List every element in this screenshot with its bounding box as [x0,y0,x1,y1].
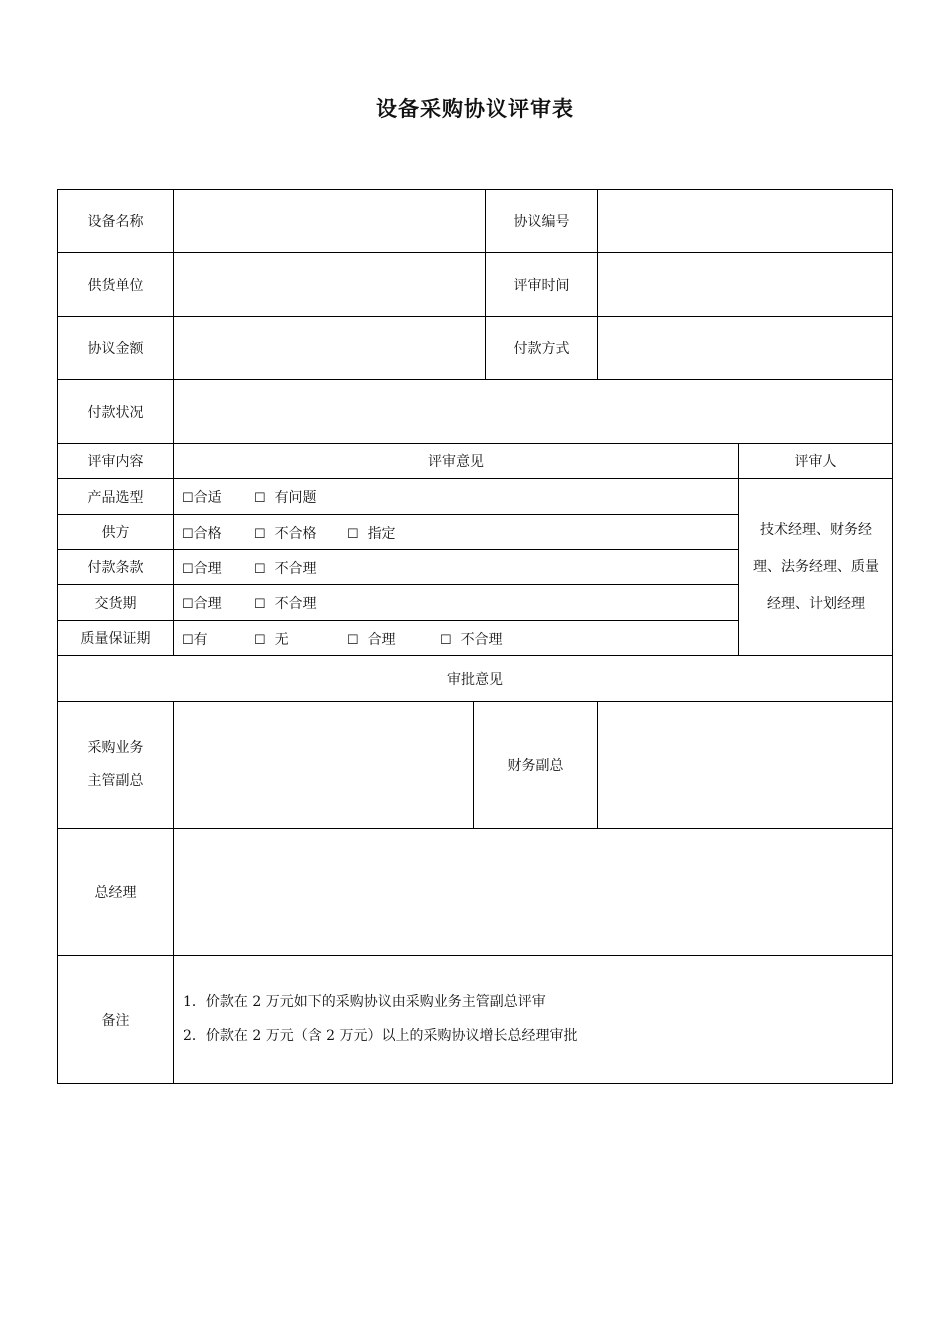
checkbox-icon: ☐ [347,526,359,542]
payment-method-field[interactable] [598,317,892,379]
checkbox-option[interactable] [182,487,222,507]
option-label: 有问题 [274,489,317,506]
reviewer-header: 评审人 [794,454,837,470]
supplier-field[interactable] [174,253,485,316]
review-item-label: 质量保证期 [80,631,151,647]
general-manager-label: 总经理 [94,885,137,901]
option-label: 不合格 [274,525,317,542]
option-label: 不合理 [460,631,503,648]
option-label: 合适 [193,489,222,506]
checkbox-option[interactable] [182,558,222,578]
options-payment-terms [174,550,738,585]
approval-header: 审批意见 [447,671,503,688]
review-item-label: 产品选型 [87,489,144,506]
payment-status-field[interactable] [174,380,892,443]
equipment-name-field[interactable] [174,189,485,252]
agreement-no-label: 协议编号 [513,213,570,230]
checkbox-option[interactable] [254,593,317,613]
review-content-header: 评审内容 [87,454,144,470]
purchase-vp-line1: 采购业务 [87,740,144,756]
payment-status-label: 付款状况 [87,404,144,421]
option-label: 合理 [367,631,396,648]
general-manager-opinion-field[interactable] [174,829,892,955]
checkbox-option[interactable] [254,523,317,543]
options-warranty [174,621,738,656]
equipment-name-label: 设备名称 [87,213,144,230]
checkbox-option[interactable] [254,558,317,578]
checkbox-icon: ☐ [182,490,194,506]
payment-method-label: 付款方式 [513,341,570,357]
option-label: 无 [274,631,289,648]
purchase-vp-label [58,702,173,828]
option-label: 合理 [193,560,222,577]
supplier-label: 供货单位 [87,277,144,294]
amount-label: 协议金额 [87,341,144,357]
review-time-label: 评审时间 [513,277,570,294]
checkbox-icon: ☐ [182,596,194,612]
checkbox-icon: ☐ [182,526,194,542]
review-item-label: 交货期 [94,595,137,612]
reviewers-list: 技术经理、财务经理、法务经理、质量经理、计划经理 [753,522,879,612]
checkbox-icon: ☐ [254,490,266,506]
purchase-vp-line2: 主管副总 [87,773,144,789]
checkbox-option[interactable] [182,629,208,649]
options-supplier [174,515,738,550]
purchase-vp-opinion-field[interactable] [174,702,473,828]
checkbox-option[interactable] [440,629,503,649]
checkbox-option[interactable] [347,629,396,649]
row-divider [57,955,893,956]
agreement-no-field[interactable] [598,189,892,252]
finance-vp-opinion-field[interactable] [598,702,892,828]
page-title: 设备采购协议评审表 [376,96,574,121]
notes-content [183,985,578,1053]
checkbox-icon: ☐ [182,632,194,648]
checkbox-icon: ☐ [254,526,266,542]
option-label: 有 [193,631,208,648]
option-label: 指定 [367,525,396,542]
checkbox-icon: ☐ [440,632,452,648]
review-time-field[interactable] [598,253,892,316]
finance-vp-label: 财务副总 [507,758,564,774]
review-item-label: 付款条款 [87,560,144,576]
option-label: 合理 [193,595,222,612]
option-label: 不合理 [274,560,317,577]
checkbox-icon: ☐ [254,596,266,612]
checkbox-option[interactable] [182,523,222,543]
checkbox-icon: ☐ [254,632,266,648]
checkbox-icon: ☐ [182,561,194,577]
checkbox-option[interactable] [254,487,317,507]
amount-field[interactable] [174,317,485,379]
review-opinion-header: 评审意见 [428,454,484,470]
checkbox-option[interactable] [254,629,289,649]
checkbox-option[interactable] [182,593,222,613]
checkbox-option[interactable] [347,523,396,543]
notes-label: 备注 [101,1012,130,1029]
note-line-1: 1．价款在 2 万元如下的采购协议由采购业务主管副总评审 [183,994,546,1010]
option-label: 合格 [193,525,222,542]
options-delivery [174,585,738,620]
review-item-label: 供方 [101,525,130,541]
options-product-selection [174,479,738,514]
checkbox-icon: ☐ [254,561,266,577]
checkbox-icon: ☐ [347,632,359,648]
option-label: 不合理 [274,595,317,612]
note-line-2: 2．价款在 2 万元（含 2 万元）以上的采购协议增长总经理审批 [183,1028,578,1044]
